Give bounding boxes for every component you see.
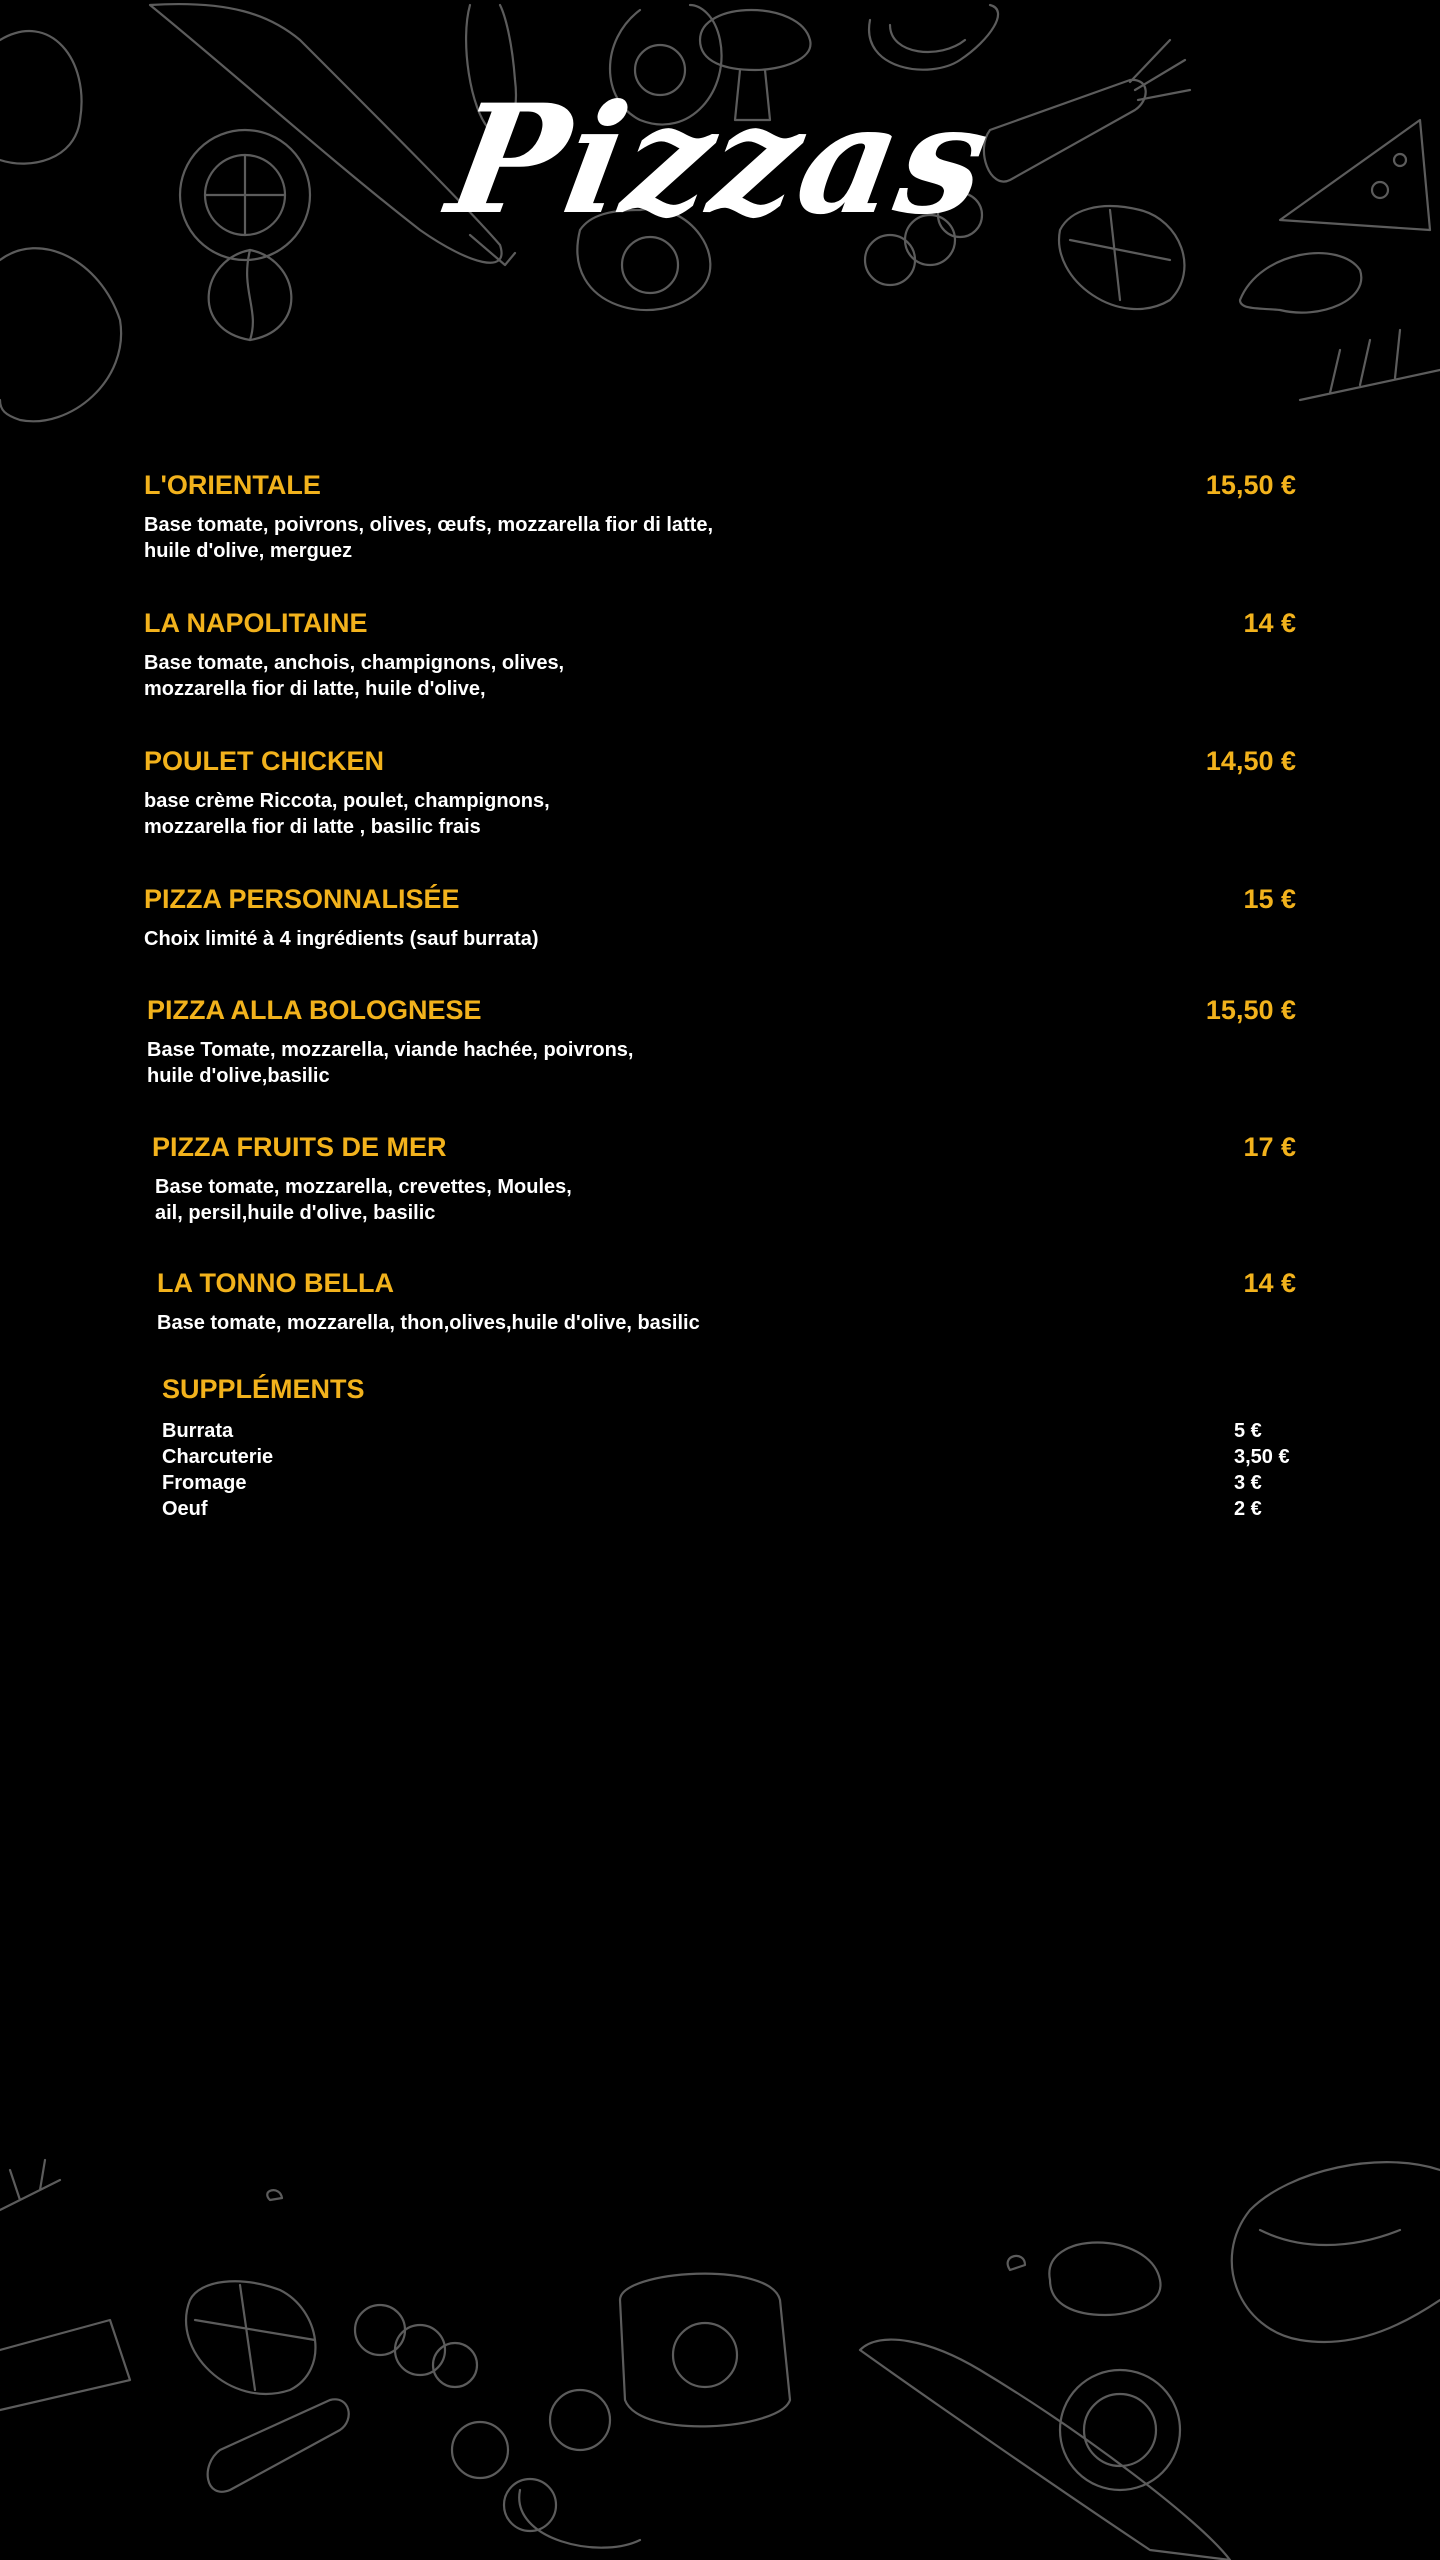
item-description-line: mozzarella fior di latte , basilic frais xyxy=(144,816,481,838)
item-description xyxy=(144,788,1296,840)
item-name: L'ORIENTALE xyxy=(144,470,321,500)
item-price: 14 € xyxy=(1243,1268,1296,1298)
supplement-row xyxy=(162,1418,1296,1444)
supplement-price: 5 € xyxy=(1234,1420,1262,1442)
menu-item xyxy=(147,993,1296,1089)
supplement-name: Oeuf xyxy=(162,1498,208,1520)
item-description xyxy=(157,1310,1296,1336)
item-description-line: Base tomate, mozzarella, crevettes, Moules, xyxy=(155,1176,572,1198)
item-description-line: ail, persil,huile d'olive, basilic xyxy=(155,1202,436,1224)
item-price: 17 € xyxy=(1243,1132,1296,1162)
item-name: LA NAPOLITAINE xyxy=(144,608,368,638)
page-title: Pizzas xyxy=(437,72,1003,248)
item-name: LA TONNO BELLA xyxy=(157,1268,394,1298)
item-description-line: Base tomate, anchois, champignons, olives, xyxy=(144,652,565,674)
supplement-name: Charcuterie xyxy=(162,1446,274,1468)
supplement-price: 3,50 € xyxy=(1234,1446,1290,1468)
item-description xyxy=(144,650,1296,702)
item-name: PIZZA PERSONNALISÉE xyxy=(144,884,460,914)
item-description xyxy=(144,926,1296,952)
item-description-line: mozzarella fior di latte, huile d'olive, xyxy=(144,678,486,700)
item-description xyxy=(152,1174,1296,1226)
item-description-line: base crème Riccota, poulet, champignons, xyxy=(144,790,550,812)
supplement-row xyxy=(162,1496,1296,1522)
menu-item xyxy=(144,606,1296,702)
menu-item xyxy=(144,744,1296,840)
menu-item xyxy=(144,882,1296,952)
item-name: PIZZA FRUITS DE MER xyxy=(152,1132,447,1162)
supplement-row xyxy=(162,1444,1296,1470)
menu-item xyxy=(144,468,1296,564)
supplement-price: 2 € xyxy=(1234,1498,1262,1520)
item-name: PIZZA ALLA BOLOGNESE xyxy=(147,995,482,1025)
item-description-line: huile d'olive,basilic xyxy=(147,1065,330,1087)
item-description-line: Choix limité à 4 ingrédients (sauf burrata) xyxy=(144,928,539,950)
item-price: 14 € xyxy=(1243,608,1296,638)
item-price: 15 € xyxy=(1243,884,1296,914)
supplements-list xyxy=(162,1418,1296,1522)
item-description xyxy=(147,1037,1296,1089)
menu-item xyxy=(157,1266,1296,1336)
menu-item xyxy=(152,1130,1296,1226)
supplements-section xyxy=(162,1372,1296,1522)
vegetable-line-art-bottom-icon xyxy=(0,2150,1440,2560)
item-price: 15,50 € xyxy=(1205,470,1296,500)
supplement-row xyxy=(162,1470,1296,1496)
supplement-name: Burrata xyxy=(162,1420,234,1442)
item-description-line: Base tomate, poivrons, olives, œufs, mozzarella fior di latte, xyxy=(144,514,714,536)
item-description-line: huile d'olive, merguez xyxy=(144,540,353,562)
supplement-price: 3 € xyxy=(1234,1472,1262,1494)
item-description-line: Base Tomate, mozzarella, viande hachée, poivrons, xyxy=(147,1039,634,1061)
item-price: 14,50 € xyxy=(1205,746,1296,776)
item-name: POULET CHICKEN xyxy=(144,746,385,776)
item-price: 15,50 € xyxy=(1205,995,1296,1025)
supplement-name: Fromage xyxy=(162,1472,247,1494)
item-description xyxy=(144,512,1296,564)
item-description-line: Base tomate, mozzarella, thon,olives,huile d'olive, basilic xyxy=(157,1312,700,1334)
supplements-title: SUPPLÉMENTS xyxy=(162,1374,365,1404)
